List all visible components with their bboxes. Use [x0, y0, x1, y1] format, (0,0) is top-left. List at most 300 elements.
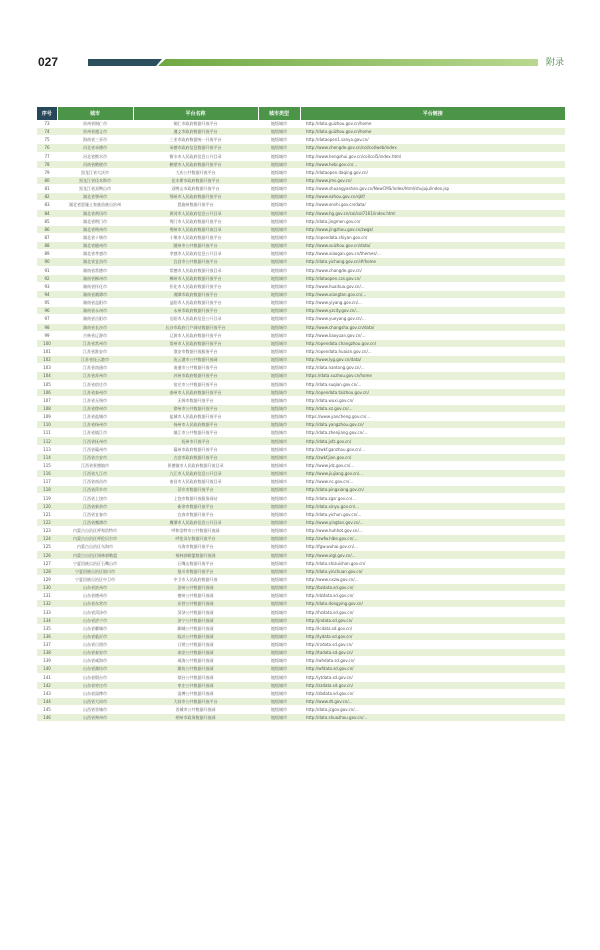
- cell-index: 118: [37, 486, 57, 494]
- cell-city-type: 地级城市: [258, 429, 300, 437]
- cell-link[interactable]: http://www.nc.gov.cn/...: [300, 478, 565, 486]
- table-row: [37, 608, 565, 616]
- cell-index: 85: [37, 217, 57, 225]
- cell-city-type: 地级城市: [258, 136, 300, 144]
- cell-link[interactable]: http://lcdata.sd.gov.cn/: [300, 624, 565, 632]
- header-bar-dark-segment: [88, 59, 162, 66]
- cell-link[interactable]: http://dzdata.sd.gov.cn/: [300, 592, 565, 600]
- cell-city-type: 地级城市: [258, 584, 300, 592]
- cell-link[interactable]: http://www.nxzw.gov.cn/...: [300, 575, 565, 583]
- cell-platform-name: 黄冈市人民政府信息公开目录: [133, 209, 258, 217]
- cell-platform-name: 滨州公共数据开放网: [133, 584, 258, 592]
- cell-index: 138: [37, 649, 57, 657]
- cell-city: 湖南省永州市: [57, 307, 133, 315]
- cell-platform-name: 泰州市人民政府数据开放平台: [133, 388, 258, 396]
- table-row: [37, 689, 565, 697]
- table-row: [37, 209, 565, 217]
- cell-platform-name: 恩施州数据开放平台: [133, 201, 258, 209]
- cell-link[interactable]: http://data.guizhou.gov.cn/home: [300, 120, 565, 128]
- cell-platform-name: 十堰市人民政府数据开放平台: [133, 233, 258, 241]
- table-row: [37, 649, 565, 657]
- table-row: [37, 535, 565, 543]
- cell-link[interactable]: http://www.huhhot.gov.cn/...: [300, 527, 565, 535]
- cell-city-type: 地级城市: [258, 388, 300, 396]
- cell-link[interactable]: http://www.hengshui.gov.cn/col/col5/index.html: [300, 152, 565, 160]
- cell-platform-name: 孝感市人民政府信息公开目录: [133, 250, 258, 258]
- cell-platform-name: 怀化市人民政府数据开放平台: [133, 282, 258, 290]
- cell-link[interactable]: http://www.changde.gov.cn/: [300, 266, 565, 274]
- cell-city: 湖南省长沙市: [57, 323, 133, 331]
- cell-city: 山东省枣庄市: [57, 681, 133, 689]
- cell-index: 110: [37, 421, 57, 429]
- cell-platform-name: 镇江市公共数据开放平台: [133, 429, 258, 437]
- cell-city-type: 地级城市: [258, 282, 300, 290]
- cell-city: 贵州省铜仁市: [57, 120, 133, 128]
- cell-city: 山东省威海市: [57, 657, 133, 665]
- cell-platform-name: 中卫市人民政府数据开放: [133, 575, 258, 583]
- cell-platform-name: 呼和浩特市公共数据开放网: [133, 527, 258, 535]
- cell-city: 湖北省黄冈市: [57, 209, 133, 217]
- cell-index: 106: [37, 388, 57, 396]
- cell-city: 山西省晋城市: [57, 706, 133, 714]
- cell-index: 144: [37, 697, 57, 705]
- table-row: [37, 168, 565, 176]
- cell-link[interactable]: http://opendata.shiyan.gov.cn/: [300, 233, 565, 241]
- cell-index: 91: [37, 266, 57, 274]
- table-row: [37, 486, 565, 494]
- cell-city-type: 地级城市: [258, 404, 300, 412]
- cell-city-type: 地级城市: [258, 290, 300, 298]
- table-row: [37, 706, 565, 714]
- cell-index: 112: [37, 437, 57, 445]
- cell-city-type: 地级城市: [258, 494, 300, 502]
- cell-index: 99: [37, 331, 57, 339]
- cell-index: 116: [37, 470, 57, 478]
- cell-platform-name: 三亚市政府数据统一开放平台: [133, 136, 258, 144]
- cell-platform-name: 随州市公共数据开放平台: [133, 242, 258, 250]
- cell-index: 77: [37, 152, 57, 160]
- cell-index: 86: [37, 225, 57, 233]
- cell-city-type: 地级城市: [258, 608, 300, 616]
- cell-platform-name: 济宁公共数据开放网: [133, 616, 258, 624]
- cell-platform-name: 威海公共数据开放网: [133, 657, 258, 665]
- table-row: [37, 201, 565, 209]
- cell-city: 江苏省连云港市: [57, 356, 133, 364]
- cell-link[interactable]: http://zwfw.hlbe.gov.cn/...: [300, 535, 565, 543]
- cell-city-type: 地级城市: [258, 217, 300, 225]
- cell-platform-name: 苏州市政府数据开放平台: [133, 372, 258, 380]
- cell-index: 76: [37, 144, 57, 152]
- table-row: [37, 339, 565, 347]
- table-body: [37, 120, 565, 722]
- cell-city: 江苏省南通市: [57, 364, 133, 372]
- cell-city: 江西省鹰潭市: [57, 518, 133, 526]
- cell-city-type: 地级城市: [258, 176, 300, 184]
- cell-link[interactable]: http://jndata.sd.gov.cn/: [300, 616, 565, 624]
- table-row: [37, 665, 565, 673]
- cell-index: 121: [37, 510, 57, 518]
- cell-link[interactable]: http://www.yueyang.gov.cn/...: [300, 315, 565, 323]
- cell-platform-name: 淄博公共数据开放网: [133, 689, 258, 697]
- cell-platform-name: 宜春市数据开放平台: [133, 510, 258, 518]
- cell-city: 江西省宜春市: [57, 510, 133, 518]
- table-row: [37, 502, 565, 510]
- cell-link[interactable]: http://www.jdz.gov.cn/...: [300, 461, 565, 469]
- cell-link[interactable]: http://www.jiujiang.gov.cn/...: [300, 470, 565, 478]
- cell-city: 江西省萍乡市: [57, 486, 133, 494]
- cell-city: 宁夏回族自治区银川市: [57, 567, 133, 575]
- cell-city: 江西省上饶市: [57, 494, 133, 502]
- cell-link[interactable]: http://www.xiaogan.gov.cn/themes/...: [300, 250, 565, 258]
- table-header-row: [37, 107, 565, 120]
- cell-index: 87: [37, 233, 57, 241]
- cell-city-type: 地级城市: [258, 470, 300, 478]
- cell-city-type: 地级城市: [258, 274, 300, 282]
- cell-index: 134: [37, 616, 57, 624]
- cell-platform-name: 呼伦贝尔数据开放平台: [133, 535, 258, 543]
- cell-index: 114: [37, 453, 57, 461]
- cell-city-type: 地级城市: [258, 567, 300, 575]
- table-row: [37, 233, 565, 241]
- cell-link[interactable]: http://www.yingtan.gov.cn/...: [300, 518, 565, 526]
- cell-city: 江苏省盐城市: [57, 413, 133, 421]
- cell-city-type: 地级城市: [258, 437, 300, 445]
- cell-link[interactable]: http://www.xiangtan.gov.cn/...: [300, 290, 565, 298]
- table-row: [37, 160, 565, 168]
- table-row: [37, 290, 565, 298]
- table-row: [37, 592, 565, 600]
- cell-link[interactable]: https://www.yancheng.gov.cn/...: [300, 413, 565, 421]
- cell-index: 139: [37, 657, 57, 665]
- table-row: [37, 176, 565, 184]
- cell-city-type: 地级城市: [258, 592, 300, 600]
- cell-platform-name: 九江市人民政府信息公开目录: [133, 470, 258, 478]
- cell-link[interactable]: http://www.dt.gov.cn/...: [300, 697, 565, 705]
- cell-link[interactable]: http://dataopen.czs.gov.cn/: [300, 274, 565, 282]
- table-row: [37, 266, 565, 274]
- cell-city: 山东省淄博市: [57, 689, 133, 697]
- cell-link[interactable]: http://www.yzcity.gov.cn/...: [300, 307, 565, 315]
- cell-city: 江西省南昌市: [57, 478, 133, 486]
- cell-city: 湖南省怀化市: [57, 282, 133, 290]
- table-row: [37, 380, 565, 388]
- cell-platform-name: 朔州市政务数据开放网: [133, 714, 258, 722]
- cell-link[interactable]: http://www.chengde.gov.cn/col/col/web/index: [300, 144, 565, 152]
- cell-link[interactable]: http://data.jcgov.gov.cn/...: [300, 706, 565, 714]
- cell-link[interactable]: http://www.huaihua.gov.cn/...: [300, 282, 565, 290]
- cell-index: 92: [37, 274, 57, 282]
- cell-index: 74: [37, 128, 57, 136]
- cell-city: 宁夏回族自治区中卫市: [57, 575, 133, 583]
- cell-city-type: 地级城市: [258, 185, 300, 193]
- cell-link[interactable]: https://data.suzhou.gov.cn/home: [300, 372, 565, 380]
- cell-index: 132: [37, 600, 57, 608]
- cell-index: 131: [37, 592, 57, 600]
- cell-link[interactable]: http://lydata.sd.gov.cn/: [300, 632, 565, 640]
- cell-link[interactable]: http://www.ezhou.gov.cn/sjkf/: [300, 193, 565, 201]
- cell-city-type: 地级城市: [258, 242, 300, 250]
- cell-link[interactable]: http://data.zgsr.gov.cn/...: [300, 494, 565, 502]
- cell-link[interactable]: http://data.wuxi.gov.cn/: [300, 396, 565, 404]
- cell-city-type: 地级城市: [258, 372, 300, 380]
- cell-link[interactable]: http://data.yichang.gov.cn/#/home: [300, 258, 565, 266]
- cell-city-type: 地级城市: [258, 347, 300, 355]
- cell-link[interactable]: http://data.dongying.gov.cn/: [300, 600, 565, 608]
- table-row: [37, 714, 565, 722]
- cell-link[interactable]: http://www.hg.gov.cn/col/col7161/index.html: [300, 209, 565, 217]
- table-row: [37, 307, 565, 315]
- cell-index: 90: [37, 258, 57, 266]
- cell-city-type: 地级城市: [258, 706, 300, 714]
- cell-link[interactable]: http://rzdata.sd.gov.cn/: [300, 641, 565, 649]
- cell-link[interactable]: http://www.yiyang.gov.cn/...: [300, 299, 565, 307]
- cell-link[interactable]: http://www.liaoyuan.gov.cn/...: [300, 331, 565, 339]
- cell-city: 湖南省益阳市: [57, 299, 133, 307]
- cell-platform-name: 枣庄公共数据开放网: [133, 681, 258, 689]
- cell-city: 内蒙古自治区呼和浩特市: [57, 527, 133, 535]
- cell-platform-name: 泰安公共数据开放网: [133, 649, 258, 657]
- cell-index: 123: [37, 527, 57, 535]
- cell-city: 江西省九江市: [57, 470, 133, 478]
- column-header-platform: 平台名称: [133, 107, 258, 120]
- table-row: [37, 527, 565, 535]
- cell-city: 江苏省泰州市: [57, 388, 133, 396]
- table-row: [37, 429, 565, 437]
- cell-city: 山东省烟台市: [57, 673, 133, 681]
- cell-index: 117: [37, 478, 57, 486]
- cell-index: 97: [37, 315, 57, 323]
- cell-city: 湖北省宜昌市: [57, 258, 133, 266]
- cell-link[interactable]: http://www.xlgl.gov.cn/...: [300, 551, 565, 559]
- cell-city-type: 地级城市: [258, 689, 300, 697]
- cell-link[interactable]: http://data.pingxiang.gov.cn/: [300, 486, 565, 494]
- cell-city: 江苏省淮安市: [57, 347, 133, 355]
- table-row: [37, 559, 565, 567]
- cell-city-type: 地级城市: [258, 681, 300, 689]
- table-row: [37, 657, 565, 665]
- cell-city-type: 地级城市: [258, 657, 300, 665]
- cell-platform-name: 德州公共数据开放网: [133, 592, 258, 600]
- cell-link[interactable]: http://data.yangzhou.gov.cn/: [300, 421, 565, 429]
- cell-city-type: 地级城市: [258, 315, 300, 323]
- cell-link[interactable]: http://www.enshi.gov.cn/data/: [300, 201, 565, 209]
- cell-link[interactable]: http://data.shizuishan.gov.cn/: [300, 559, 565, 567]
- cell-link[interactable]: http://zwkf.jian.gov.cn/: [300, 453, 565, 461]
- cell-link[interactable]: http://zwkf.ganzhou.gov.cn/...: [300, 445, 565, 453]
- cell-city-type: 地级城市: [258, 649, 300, 657]
- cell-city: 江西省吉安市: [57, 453, 133, 461]
- table-row: [37, 510, 565, 518]
- cell-link[interactable]: http://www.shuangyashan.gov.cn/NewCMS/index/html/shujuju/index.jsp: [300, 185, 565, 193]
- cell-link[interactable]: http://www.suizhou.gov.cn/data/: [300, 242, 565, 250]
- cell-link[interactable]: http://opendata.taizhou.gov.cn/: [300, 388, 565, 396]
- cell-link[interactable]: http://dataopen1.sanya.gov.cn/: [300, 136, 565, 144]
- cell-index: 119: [37, 494, 57, 502]
- table-row: [37, 624, 565, 632]
- cell-platform-name: 石嘴山数据开放平台: [133, 559, 258, 567]
- table-row: [37, 217, 565, 225]
- cell-platform-name: 益阳市人民政府数据开放平台: [133, 299, 258, 307]
- column-header-city: 城市: [57, 107, 133, 120]
- cell-platform-name: 双鸭山市政府数据开放平台: [133, 185, 258, 193]
- cell-city-type: 地级城市: [258, 339, 300, 347]
- cell-platform-name: 鄂州市人民政府数据开放平台: [133, 193, 258, 201]
- cell-link[interactable]: http://data.xinyu.gov.cn/...: [300, 502, 565, 510]
- cell-link[interactable]: http://www.lyg.gov.cn/data/: [300, 356, 565, 364]
- table-row: [37, 543, 565, 551]
- cell-city-type: 地级城市: [258, 510, 300, 518]
- cell-link[interactable]: http://data.guizhou.gov.cn/home: [300, 128, 565, 136]
- table-row: [37, 282, 565, 290]
- cell-city: 山东省德州市: [57, 592, 133, 600]
- cell-link[interactable]: http://opendata.huaian.gov.cn/...: [300, 347, 565, 355]
- cell-index: 128: [37, 567, 57, 575]
- cell-link[interactable]: http://tadata.sd.gov.cn/: [300, 649, 565, 657]
- cell-city: 黑龙江省佳木斯市: [57, 176, 133, 184]
- cell-city-type: 地级城市: [258, 486, 300, 494]
- cell-city: 吉林省辽源市: [57, 331, 133, 339]
- cell-city-type: 地级城市: [258, 233, 300, 241]
- cell-platform-name: 郴州市人民政府数据开放平台: [133, 274, 258, 282]
- cell-city-type: 地级城市: [258, 380, 300, 388]
- cell-link[interactable]: http://hzdata.sd.gov.cn/: [300, 608, 565, 616]
- cell-platform-name: 宿迁市公共数据开放平台: [133, 380, 258, 388]
- table-row: [37, 616, 565, 624]
- cell-link[interactable]: http://www.jingzhou.gov.cn/zwgk/: [300, 225, 565, 233]
- cell-link[interactable]: http://www.changsha.gov.cn/data/: [300, 323, 565, 331]
- cell-platform-name: 荆州市人民政府数据开放目录: [133, 225, 258, 233]
- cell-city: 山东省聊城市: [57, 624, 133, 632]
- cell-link[interactable]: http://zzdata.sd.gov.cn/: [300, 681, 565, 689]
- cell-city-type: 地级城市: [258, 201, 300, 209]
- cell-link[interactable]: http://fgw.wuhai.gov.cn/...: [300, 543, 565, 551]
- platform-table: [37, 107, 565, 722]
- table-row: [37, 364, 565, 372]
- cell-city: 湖北省孝感市: [57, 250, 133, 258]
- cell-index: 145: [37, 706, 57, 714]
- cell-index: 78: [37, 160, 57, 168]
- cell-city-type: 地级城市: [258, 144, 300, 152]
- table-row: [37, 152, 565, 160]
- table-row: [37, 396, 565, 404]
- cell-link[interactable]: http://data.jxfz.gov.cn/: [300, 437, 565, 445]
- cell-city: 黑龙江省大庆市: [57, 168, 133, 176]
- cell-link[interactable]: http://data.xz.gov.cn/...: [300, 404, 565, 412]
- cell-link[interactable]: http://ytdata.sd.gov.cn/: [300, 673, 565, 681]
- cell-index: 81: [37, 185, 57, 193]
- cell-index: 137: [37, 641, 57, 649]
- cell-platform-name: 临沂公共数据开放网: [133, 632, 258, 640]
- cell-city-type: 地级城市: [258, 575, 300, 583]
- cell-platform-name: 乌海市数据开放平台: [133, 543, 258, 551]
- cell-link[interactable]: http://data.yichun.gov.cn/...: [300, 510, 565, 518]
- table-row: [37, 453, 565, 461]
- cell-link[interactable]: http://wfdata.sd.gov.cn/: [300, 665, 565, 673]
- table-row: [37, 274, 565, 282]
- cell-city: 湖北省恩施土家族苗族自治州: [57, 201, 133, 209]
- header-decoration-bar: [88, 59, 538, 66]
- cell-platform-name: 长沙市政府门户网站数据开放平台: [133, 323, 258, 331]
- cell-city-type: 地级城市: [258, 364, 300, 372]
- cell-link[interactable]: http://data.suqian.gov.cn/...: [300, 380, 565, 388]
- cell-index: 136: [37, 632, 57, 640]
- cell-city-type: 地级城市: [258, 258, 300, 266]
- cell-index: 103: [37, 364, 57, 372]
- cell-city: 山东省潍坊市: [57, 665, 133, 673]
- column-header-index: 序号: [37, 107, 57, 120]
- cell-link[interactable]: http://dataopen.daqing.gov.cn/: [300, 168, 565, 176]
- cell-platform-name: 聊城公共数据开放网: [133, 624, 258, 632]
- section-title: 附录: [546, 58, 565, 68]
- cell-link[interactable]: http://www.hebi.gov.cn/...: [300, 160, 565, 168]
- cell-city-type: 地级城市: [258, 543, 300, 551]
- table-row: [37, 331, 565, 339]
- cell-city: 山西省大同市: [57, 697, 133, 705]
- cell-index: 80: [37, 176, 57, 184]
- cell-platform-name: 盐城市人民政府数据开放平台: [133, 413, 258, 421]
- cell-link[interactable]: http://data.shuozhou.gov.cn/...: [300, 714, 565, 722]
- cell-platform-name: 常德市人民政府数据开放目录: [133, 266, 258, 274]
- cell-link[interactable]: http://bzdata.sd.gov.cn/: [300, 584, 565, 592]
- cell-platform-name: 潍坊公共数据开放网: [133, 665, 258, 673]
- cell-city: 湖北省荆门市: [57, 217, 133, 225]
- header-bar-green-segment: [158, 59, 538, 66]
- column-header-link: 平台链接: [300, 107, 565, 120]
- cell-city-type: 地级城市: [258, 697, 300, 705]
- cell-city-type: 地级城市: [258, 266, 300, 274]
- cell-link[interactable]: http://data.yinchuan.gov.cn/: [300, 567, 565, 575]
- cell-city: 江苏省苏州市: [57, 372, 133, 380]
- cell-link[interactable]: http://data.jingmen.gov.cn/: [300, 217, 565, 225]
- cell-city-type: 地级城市: [258, 152, 300, 160]
- table-row: [37, 413, 565, 421]
- cell-index: 146: [37, 714, 57, 722]
- table-row: [37, 584, 565, 592]
- cell-index: 133: [37, 608, 57, 616]
- cell-index: 140: [37, 665, 57, 673]
- cell-city: 湖南省岳阳市: [57, 315, 133, 323]
- table-row: [37, 697, 565, 705]
- cell-city-type: 地级城市: [258, 665, 300, 673]
- cell-city-type: 地级城市: [258, 527, 300, 535]
- cell-city-type: 地级城市: [258, 559, 300, 567]
- cell-platform-name: 岳阳市人民政府信息公开目录: [133, 315, 258, 323]
- cell-link[interactable]: http://data.zhenjiang.gov.cn/...: [300, 429, 565, 437]
- cell-link[interactable]: http://zbdata.sd.gov.cn/: [300, 689, 565, 697]
- cell-link[interactable]: http://opendata.changzhou.gov.cn/: [300, 339, 565, 347]
- table-row: [37, 445, 565, 453]
- table-row: [37, 575, 565, 583]
- cell-city: 海南省三亚市: [57, 136, 133, 144]
- cell-platform-name: 铜仁市政府数据开放平台: [133, 120, 258, 128]
- cell-city: 贵州省遵义市: [57, 128, 133, 136]
- cell-link[interactable]: http://whdata.sd.gov.cn/: [300, 657, 565, 665]
- cell-platform-name: 抚州市开放平台: [133, 437, 258, 445]
- cell-index: 126: [37, 551, 57, 559]
- cell-index: 111: [37, 429, 57, 437]
- cell-platform-name: 新余市数据开放平台: [133, 502, 258, 510]
- table-row: [37, 250, 565, 258]
- cell-city-type: 地级城市: [258, 413, 300, 421]
- cell-link[interactable]: http://data.nantong.gov.cn/...: [300, 364, 565, 372]
- table-row: [37, 144, 565, 152]
- cell-platform-name: 淮安市数据开放服务平台: [133, 347, 258, 355]
- cell-city: 河北省衡水市: [57, 152, 133, 160]
- table-row: [37, 136, 565, 144]
- cell-link[interactable]: http://www.jms.gov.cn/: [300, 176, 565, 184]
- cell-index: 105: [37, 380, 57, 388]
- cell-index: 142: [37, 681, 57, 689]
